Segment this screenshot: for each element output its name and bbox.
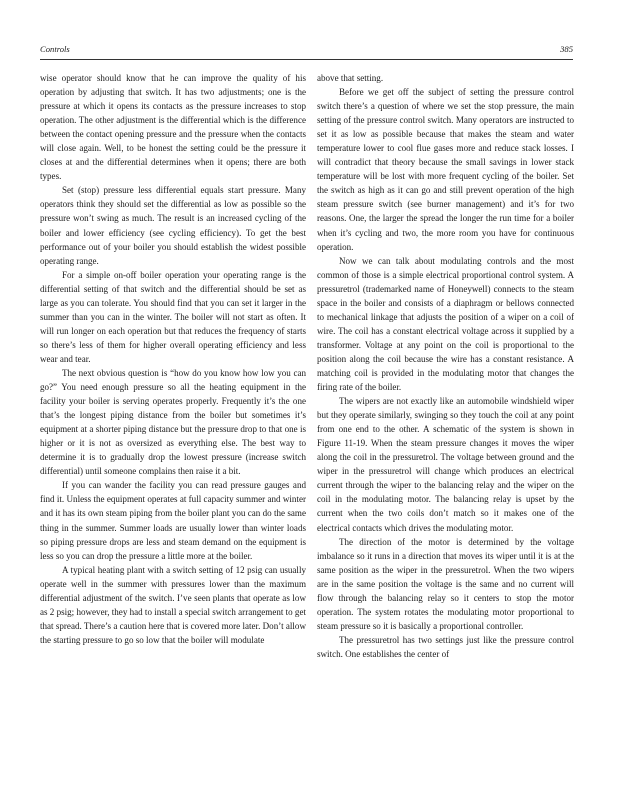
chapter-title: Controls: [40, 44, 70, 54]
paragraph: wise operator should know that he can improve the quality of his operation by adjusting that switch. It has two adjustments; one is the pressure at which it opens its contacts as the pressure increases to stop operation. The other adjustment is the differential which is the difference between the contact opening pressure and the pressure when the contacts will close again. Well, to be honest the setting could be the pressure it closes at and the differential determines when it opens; there are both types.: [40, 73, 306, 182]
paragraph: A typical heating plant with a switch setting of 12 psig can usually operate well in the summer with pressures lower than the maximum differential adjustment of the switch. I’ve seen plants that operate as low as 2 psig; however, they had to install a special switch arrangement to get that spread. There’s a caution here that is covered more later. Don’t allow the starting pressure to go so low that the boiler will modulate: [40, 564, 306, 645]
paragraph: The next obvious question is “how do you know how low you can go?” You need enough pressure so all the heating equipment in the facility your boiler is serving operates properly. Frequently it’s the one that’s the longest piping distance from the boiler but sometimes it’s equipment at a shorter piping distance but the pressure drop to that one is higher or it is not as oversized as everything else. The best way to determine it is to gradually drop the lowest pressure (increase switch differential) until someone complains then raise it a bit.: [40, 367, 306, 477]
paragraph: The wipers are not exactly like an automobile windshield wiper but they operate similarly, swinging so they touch the coil at any point from one end to the other. A schematic of the system is shown in Figure 11-19. When the steam pressure changes it moves the wiper along the coil in the pressuretrol. The voltage between ground and the wiper in the pressuretrol will change which produces an electrical current through the wiper to the balancing relay and the wiper on the coil in the modulating motor. The balancing relay is upset by the current when the two coils don’t match so it makes one of the electrical contacts which drives the modulating motor.: [317, 396, 574, 533]
right-column: [317, 71, 574, 661]
paragraph: If you can wander the facility you can read pressure gauges and find it. Unless the equipment operates at full capacity summer and winter and it has its own steam piping from the boiler plant you can do the same thing in the summer. Summer loads are usually lower than winter loads so piping pressure drops are less and steam demand on the equipment is less so you can drop the pressure a little more at the boiler.: [40, 480, 306, 561]
header-rule: [40, 59, 573, 60]
paragraph: Before we get off the subject of setting the pressure control switch there’s a question of where we set the stop pressure, the main setting of the pressure control switch. Many operators are instructed to set it as low as possible because that makes the steam and water temperature lower to cool flue gases more and reduce stack losses. I will contradict that theory because the small savings in lower stack temperature will be lost with more frequent cycling of the boiler. Set the switch as high as it can go and still prevent operation of the high steam pressure switch (see burner management) and it’s for two reasons. One, the larger the spread the longer the run time for a boiler when it’s cycling and two, the more room you have for continuous operation.: [317, 87, 574, 252]
running-header: [40, 44, 573, 58]
paragraph: above that setting.: [317, 73, 384, 83]
paragraph: Now we can talk about modulating controls and the most common of those is a simple electrical proportional control system. A pressuretrol (trademarked name of Honeywell) connects to the steam space in the boiler and consists of a diaphragm or bellows connected to mechanical linkage that adjusts the position of a wiper on a coil of wire. The coil has a constant electrical voltage across it supplied by a transformer. Voltage at any point on the coil is proportional to the position along the coil because the wire has a constant resistance. A matching coil is provided in the modulating motor that changes the firing rate of the boiler.: [317, 255, 574, 393]
paragraph: For a simple on-off boiler operation your operating range is the differential setting of that switch and the differential should be set as large as you can tolerate. You should find that you can set it larger in the summer than you can in the winter. The boiler will not start as often. It will run longer on each operation but that reduces the frequency of starts so there’s less of them for higher overall operating efficiency and less wear and tear.: [40, 269, 306, 364]
paragraph: The pressuretrol has two settings just like the pressure control switch. One establishes the center of: [317, 634, 574, 659]
left-column: [40, 71, 306, 647]
page-number: 385: [560, 44, 573, 54]
paragraph: The direction of the motor is determined by the voltage imbalance so it runs in a direction that moves its wiper until it is at the same position as the wiper in the pressuretrol. When the two wipers are in the same position the voltage is the same and no current will flow through the balancing relay so it centers to stop the motor operation. The system rotates the modulating motor proportional to steam pressure so it is basically a proportional controller.: [317, 536, 574, 631]
paragraph: Set (stop) pressure less differential equals start pressure. Many operators think they should set the differential as low as possible so the pressure won’t swing as much. The result is an increased cycling of the boiler and lower efficiency (see cycling efficiency). To get the best performance out of your boiler you should establish the widest possible operating range.: [40, 185, 306, 266]
